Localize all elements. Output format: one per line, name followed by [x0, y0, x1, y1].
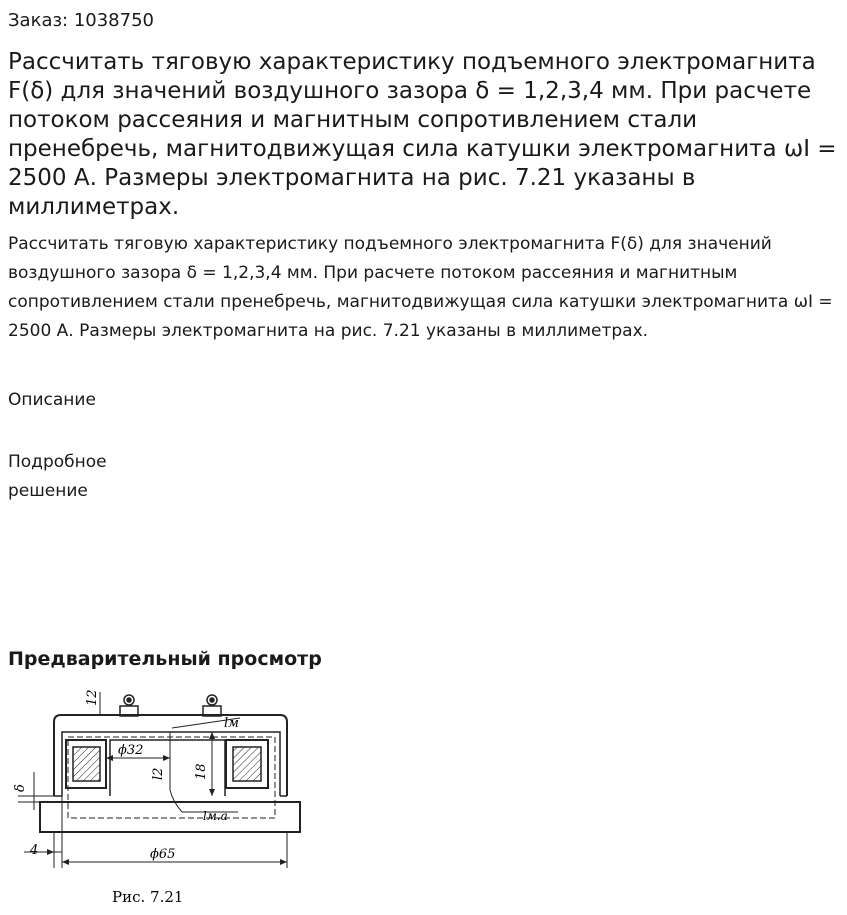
dim-l2-label: l2: [151, 767, 166, 780]
dim-4-label: 4: [30, 843, 39, 858]
task-text: Рассчитать тяговую характеристику подъемного электромагнита F(δ) для значений воздушного зазора δ = 1,2,3,4 мм. При расчете потоком рассеяния и магнитным сопротивлением стали пренебречь, магнитодвижущая сила катушки электромагнита ωI = 2500 А. Размеры электромагнита на рис. 7.21 указаны в миллиметрах.: [8, 234, 833, 341]
detailed-solution-label-line2: решение: [8, 481, 88, 501]
terminal-left: [120, 695, 138, 716]
task-title: Рассчитать тяговую характеристику подъемного электромагнита F(δ) для значений воздушного зазора δ = 1,2,3,4 мм. При расчете потоком рассеяния и магнитным сопротивлением стали пренебречь, магнитодвижущая сила катушки электромагнита ωI = 2500 А. Размеры электромагнита на рис. 7.21 указаны в миллиметрах.: [8, 49, 837, 220]
preview-heading: Предварительный просмотр: [8, 648, 322, 670]
detailed-solution-label-line1: Подробное: [8, 452, 107, 472]
description-label: Описание: [8, 390, 96, 410]
dim-18-label: 18: [194, 763, 209, 780]
armature: [40, 802, 300, 832]
dim-12-label: 12: [85, 689, 100, 706]
dim-lma-label: lм.а: [203, 809, 228, 823]
figure-caption: Рис. 7.21: [112, 888, 184, 906]
terminal-right: [203, 695, 221, 716]
order-number: Заказ: 1038750: [8, 10, 154, 31]
dim-lm-label: lм: [224, 716, 239, 731]
electromagnet-figure: [0, 680, 320, 912]
dim-32-label: ϕ32: [118, 743, 144, 758]
dim-65-label: ϕ65: [150, 847, 176, 862]
dim-delta-label: δ: [13, 784, 28, 792]
